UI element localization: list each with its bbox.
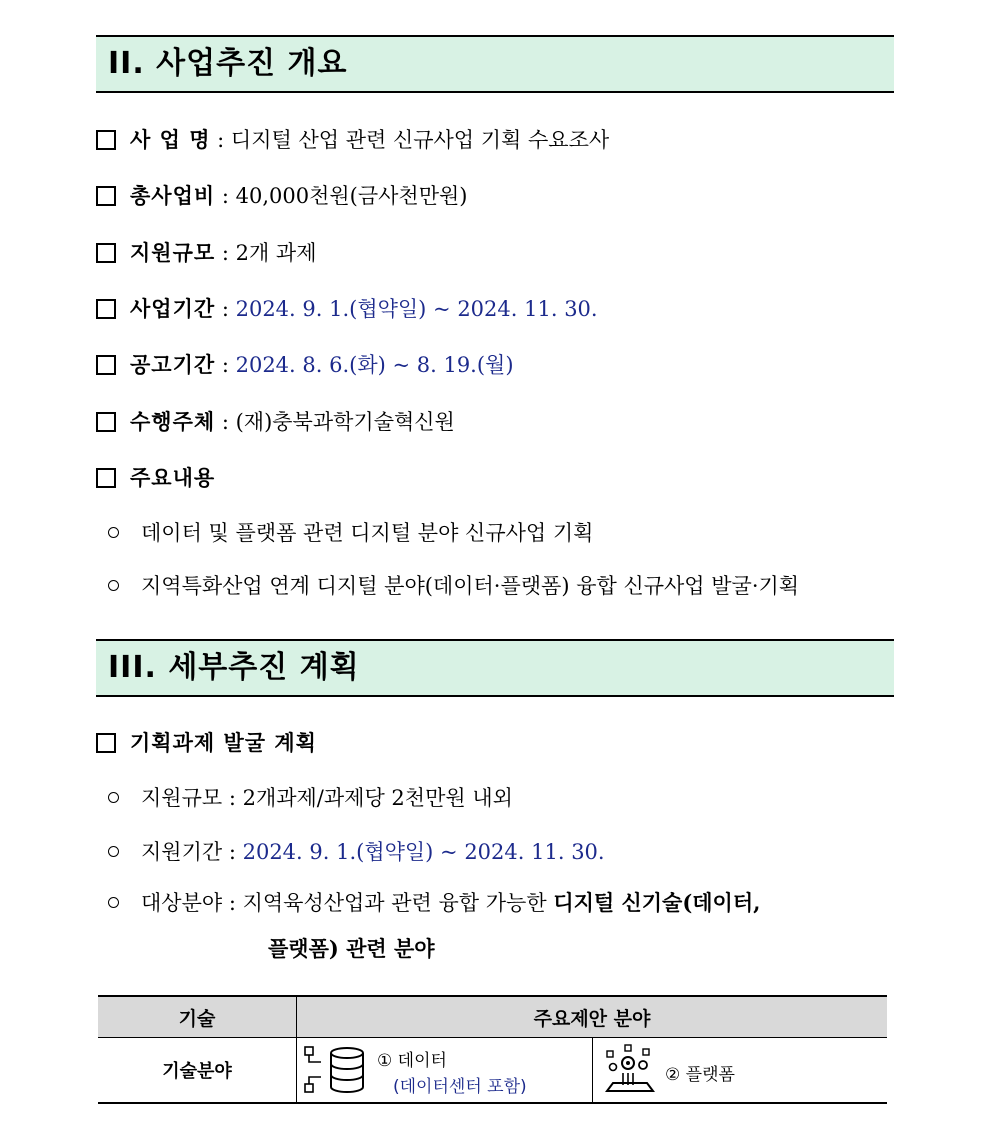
circle-bullet-icon xyxy=(108,580,119,591)
item-label: 주요내용 xyxy=(130,465,216,490)
bullet-continuation: 플랫폼) 관련 분야 xyxy=(268,936,435,961)
table-cell-data xyxy=(297,1038,593,1104)
checkbox-icon xyxy=(96,186,116,206)
item-planning-task xyxy=(96,725,317,761)
item-label: 사 업 명 xyxy=(130,127,211,152)
item-value: 디지털 산업 관련 신규사업 기획 수요조사 xyxy=(230,128,610,152)
item-notice-period: 공고기간 : 2024. 8. 6.(화) ~ 8. 19.(월) xyxy=(96,347,514,383)
checkbox-icon xyxy=(96,299,116,319)
item-project-name: 사 업 명 : 디지털 산업 관련 신규사업 기획 수요조사 xyxy=(96,122,609,158)
section-2-heading: II. 사업추진 개요 xyxy=(96,35,894,93)
bullet-item: 대상분야 : 지역육성산업과 관련 융합 가능한 디지털 신기술(데이터, xyxy=(108,885,760,921)
item-main-content xyxy=(96,460,215,496)
item-value: 2024. 8. 6.(화) ~ 8. 19.(월) xyxy=(235,353,514,377)
item-label: 공고기간 xyxy=(130,352,216,377)
platform-gears-icon xyxy=(601,1043,659,1097)
table-row-label: 기술분야 xyxy=(98,1038,297,1104)
database-network-icon xyxy=(303,1044,367,1096)
field-data-label: ① 데이터 xyxy=(377,1051,447,1071)
checkbox-icon xyxy=(96,412,116,432)
item-label: 사업기간 xyxy=(130,296,216,321)
bullet-item: 지역특화산업 연계 디지털 분야(데이터·플랫폼) 융합 신규사업 발굴·기획 xyxy=(108,568,799,604)
table-row xyxy=(98,1038,887,1104)
table-header-tech: 기술 xyxy=(98,996,297,1038)
item-value: (재)충북과학기술혁신원 xyxy=(235,410,455,434)
table-cell-platform xyxy=(593,1038,888,1104)
item-label: 지원규모 xyxy=(130,240,216,265)
item-support-scale: 지원규모 : 2개 과제 xyxy=(96,235,317,271)
checkbox-icon xyxy=(96,733,116,753)
item-label: 총사업비 xyxy=(130,183,216,208)
item-total-budget: 총사업비 : 40,000천원(금사천만원) xyxy=(96,178,467,214)
circle-bullet-icon xyxy=(108,527,119,538)
field-platform-label: ② 플랫폼 xyxy=(665,1065,735,1085)
tech-field-table xyxy=(98,995,887,1104)
circle-bullet-icon xyxy=(108,846,119,857)
checkbox-icon xyxy=(96,243,116,263)
item-value: 2024. 9. 1.(협약일) ~ 2024. 11. 30. xyxy=(235,297,598,321)
checkbox-icon xyxy=(96,468,116,488)
item-value: 2개 과제 xyxy=(235,241,317,265)
bullet-item: 데이터 및 플랫폼 관련 디지털 분야 신규사업 기획 xyxy=(108,515,593,551)
bullet-item: 지원규모 : 2개과제/과제당 2천만원 내외 xyxy=(108,780,513,816)
item-value: 40,000천원(금사천만원) xyxy=(235,184,468,208)
section-3-heading: III. 세부추진 계획 xyxy=(96,639,894,697)
checkbox-icon xyxy=(96,355,116,375)
checkbox-icon xyxy=(96,130,116,150)
bullet-item: 지원기간 : 2024. 9. 1.(협약일) ~ 2024. 11. 30. xyxy=(108,834,605,870)
item-executing-body: 수행주체 : (재)충북과학기술혁신원 xyxy=(96,404,455,440)
item-project-period: 사업기간 : 2024. 9. 1.(협약일) ~ 2024. 11. 30. xyxy=(96,291,598,327)
item-label: 수행주체 xyxy=(130,409,216,434)
circle-bullet-icon xyxy=(108,897,119,908)
circle-bullet-icon xyxy=(108,792,119,803)
item-label: 기획과제 발굴 계획 xyxy=(130,730,317,755)
table-header-fields: 주요제안 분야 xyxy=(297,996,888,1038)
field-data-note: (데이터센터 포함) xyxy=(393,1077,527,1097)
